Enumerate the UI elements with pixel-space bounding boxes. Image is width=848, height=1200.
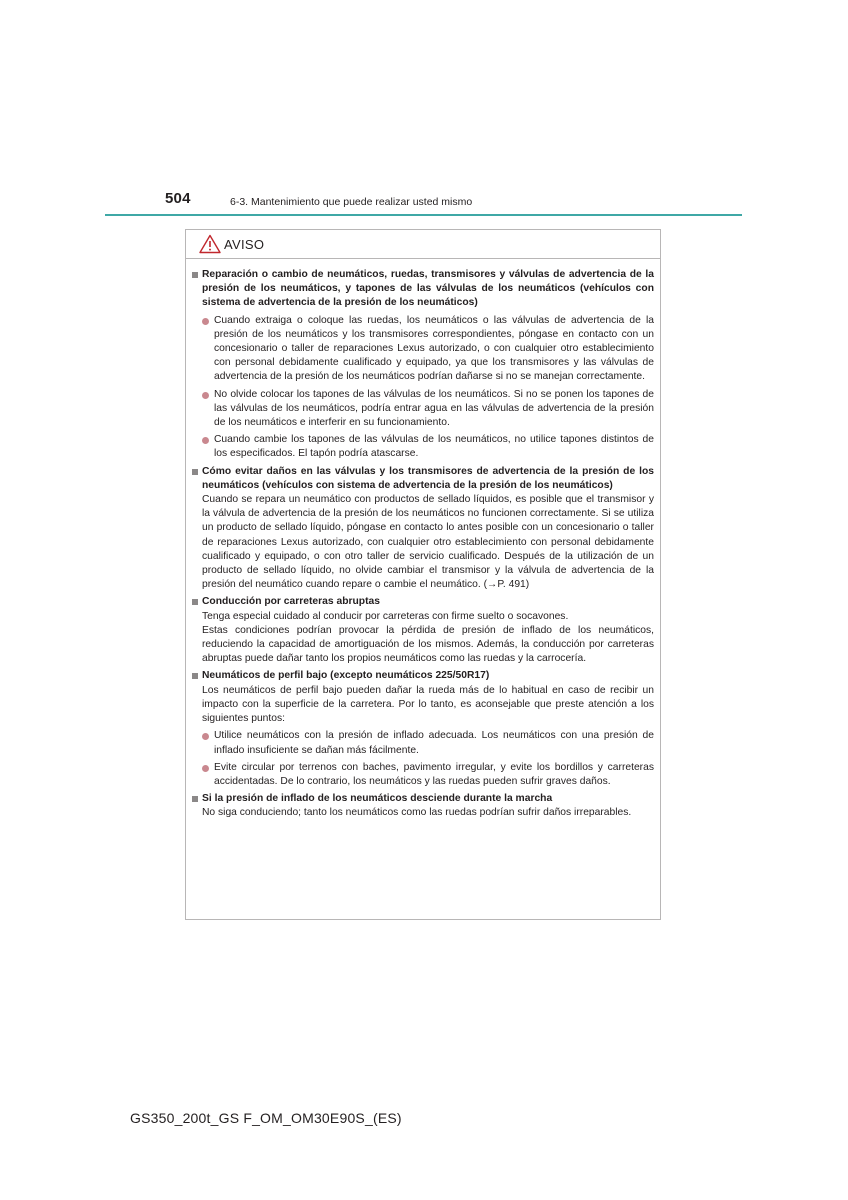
item-paragraph: Estas condiciones podrían provocar la pérdida de presión de inflado de los neumáticos, reduciendo la capacidad de amortiguación de los mismos. Además, la conducción por carreteras abruptas puede dañar tanto los propios neumáticos como las ruedas y la carrocería. <box>202 624 654 665</box>
bullet-item: Cuando cambie los tapones de las válvulas de los neumáticos, no utilice tapones distintos de los especificados. El tapón podría atascarse. <box>202 433 654 461</box>
item-heading: Si la presión de inflado de los neumáticos desciende durante la marcha <box>192 792 654 806</box>
page-number: 504 <box>165 190 191 207</box>
notice-body <box>186 259 660 821</box>
item-paragraph: Cuando se repara un neumático con productos de sellado líquidos, es posible que el transmisor y la válvula de advertencia de la presión de los neumáticos no funcionen correctamente. Si se utiliza un producto de sellado líquido, póngase en contacto lo antes posible con un concesionario o taller de reparaciones Lexus autorizado, con cualquier otro establecimiento con personal debidamente cualificado y equipado, o con otro taller de servicio cualificado. Después de la utilización de un producto de sellado líquido, no olvide cambiar el transmisor y la válvula de advertencia de la presión del neumático cuando repare o cambie el neumático. (→P. 491) <box>202 494 654 591</box>
warning-notice-box <box>185 229 661 920</box>
item-heading: Reparación o cambio de neumáticos, ruedas, transmisores y válvulas de advertencia de la presión de los neumáticos, y tapones de las válvulas de los neumáticos (vehículos con sistema de advertencia de la presión de los neumáticos) <box>192 268 654 311</box>
bullet-item: Evite circular por terrenos con baches, pavimento irregular, y evite los bordillos y carreteras accidentadas. De lo contrario, los neumáticos y las ruedas pueden sufrir graves daños. <box>202 761 654 789</box>
item-paragraph: No siga conduciendo; tanto los neumáticos como las ruedas podrían sufrir daños irreparables. <box>202 807 632 819</box>
square-bullet-icon <box>192 272 198 278</box>
bullet-item: No olvide colocar los tapones de las válvulas de los neumáticos. Si no se ponen los tapones de las válvulas de los neumáticos, podría entrar agua en las válvulas de advertencia de la presión de los neumáticos e interferir en su funcionamiento. <box>202 388 654 431</box>
round-bullet-icon <box>202 437 209 444</box>
bullet-item: Cuando extraiga o coloque las ruedas, los neumáticos o las válvulas de advertencia de la presión de los neumáticos y los transmisores correspondientes, póngase en contacto con un concesionario o taller de reparaciones Lexus autorizado, o con cualquier otro establecimiento con personal debidamente cualificado y equipado, ya que los transmisores y las válvulas de advertencia de la presión de los neumáticos podrían dañarse si no se manejan correctamente. <box>202 314 654 385</box>
round-bullet-icon <box>202 392 209 399</box>
header-rule <box>105 214 742 216</box>
notice-item <box>192 595 654 666</box>
item-heading: Neumáticos de perfil bajo (excepto neumáticos 225/50R17) <box>192 669 654 683</box>
round-bullet-icon <box>202 733 209 740</box>
item-paragraph: Tenga especial cuidado al conducir por carreteras con firme suelto o socavones. <box>202 610 569 622</box>
warning-triangle-icon <box>199 234 221 254</box>
square-bullet-icon <box>192 796 198 802</box>
round-bullet-icon <box>202 318 209 325</box>
square-bullet-icon <box>192 469 198 475</box>
notice-item <box>192 669 654 789</box>
square-bullet-icon <box>192 599 198 605</box>
notice-item <box>192 792 654 820</box>
item-heading: Cómo evitar daños en las válvulas y los transmisores de advertencia de la presión de los neumáticos (vehículos con sistema de advertencia de la presión de los neumáticos) <box>192 465 654 493</box>
notice-item <box>192 268 654 462</box>
bullet-item: Utilice neumáticos con la presión de inflado adecuada. Los neumáticos con una presión de inflado insuficiente se dañan más fácilmente. <box>202 729 654 757</box>
item-heading: Conducción por carreteras abruptas <box>192 595 654 609</box>
notice-header <box>186 230 660 259</box>
round-bullet-icon <box>202 765 209 772</box>
item-paragraph: Los neumáticos de perfil bajo pueden dañar la rueda más de lo habitual en caso de recibir un impacto con la superficie de la carretera. Por lo tanto, es aconsejable que preste atención a los siguientes puntos: <box>202 684 654 725</box>
notice-title: AVISO <box>224 236 265 252</box>
section-title: 6-3. Mantenimiento que puede realizar usted mismo <box>230 196 473 208</box>
square-bullet-icon <box>192 673 198 679</box>
footer-document-code: GS350_200t_GS F_OM_OM30E90S_(ES) <box>130 1110 402 1126</box>
notice-item <box>192 465 654 593</box>
